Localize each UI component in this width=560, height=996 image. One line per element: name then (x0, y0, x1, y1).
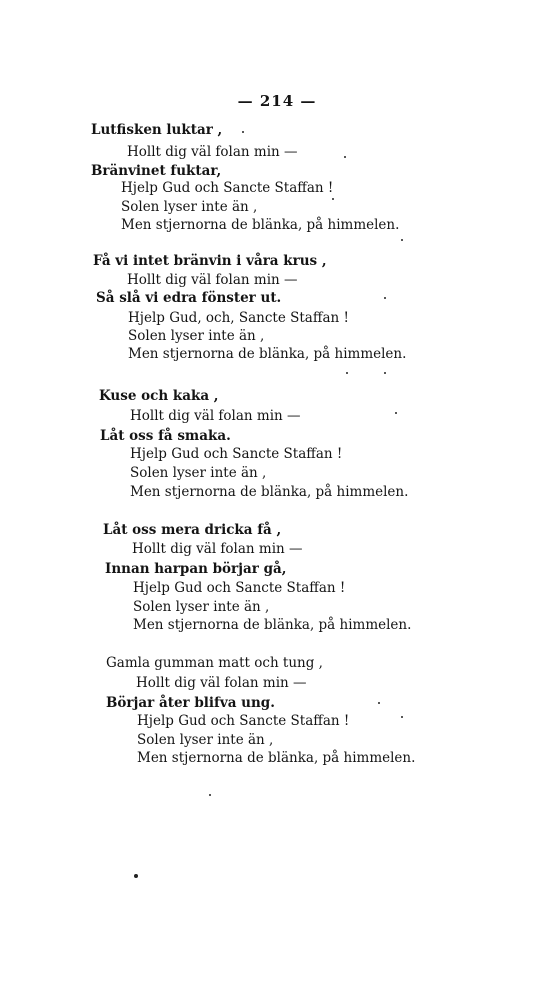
print-speck (134, 874, 138, 878)
print-speck (401, 716, 403, 718)
verse-line: Innan harpan börjar gå, (105, 561, 287, 577)
refrain-line: Solen lyser inte än , (137, 732, 274, 748)
print-speck (395, 412, 397, 414)
verse-line: Låt oss mera dricka få , (103, 522, 282, 538)
page-number: — 214 — (237, 92, 317, 110)
verse-line: Bränvinet fuktar, (91, 163, 222, 179)
verse-line: Lutfisken luktar , (91, 122, 223, 138)
refrain-line: Hollt dig väl folan min — (136, 675, 307, 691)
print-speck (209, 794, 211, 796)
refrain-line: Hollt dig väl folan min — (130, 408, 301, 424)
refrain-line: Men stjernorna de blänka, på himmelen. (121, 217, 400, 233)
refrain-line: Hjelp Gud, och, Sancte Staffan ! (128, 310, 349, 326)
print-speck (242, 131, 244, 133)
print-speck (378, 702, 380, 704)
print-speck (401, 239, 403, 241)
verse-line: Kuse och kaka , (99, 388, 219, 404)
print-speck (344, 156, 346, 158)
refrain-line: Hjelp Gud och Sancte Staffan ! (137, 713, 350, 729)
verse-line: Få vi intet bränvin i våra krus , (93, 253, 327, 269)
refrain-line: Men stjernorna de blänka, på himmelen. (128, 346, 407, 362)
print-speck (384, 372, 386, 374)
refrain-line: Hollt dig väl folan min — (127, 144, 298, 160)
refrain-line: Solen lyser inte än , (121, 199, 258, 215)
verse-line: Gamla gumman matt och tung , (106, 655, 323, 671)
verse-line: Så slå vi edra fönster ut. (96, 290, 282, 306)
refrain-line: Hollt dig väl folan min — (127, 272, 298, 288)
print-speck (332, 198, 334, 200)
refrain-line: Hjelp Gud och Sancte Staffan ! (133, 580, 346, 596)
refrain-line: Men stjernorna de blänka, på himmelen. (133, 617, 412, 633)
print-speck (346, 372, 348, 374)
refrain-line: Solen lyser inte än , (133, 599, 270, 615)
verse-line: Börjar åter blifva ung. (106, 695, 275, 711)
refrain-line: Hollt dig väl folan min — (132, 541, 303, 557)
refrain-line: Solen lyser inte än , (128, 328, 265, 344)
refrain-line: Men stjernorna de blänka, på himmelen. (137, 750, 416, 766)
refrain-line: Hjelp Gud och Sancte Staffan ! (130, 446, 343, 462)
print-speck (384, 297, 386, 299)
refrain-line: Hjelp Gud och Sancte Staffan ! (121, 180, 334, 196)
verse-line: Låt oss få smaka. (100, 428, 231, 444)
refrain-line: Solen lyser inte än , (130, 465, 267, 481)
refrain-line: Men stjernorna de blänka, på himmelen. (130, 484, 409, 500)
